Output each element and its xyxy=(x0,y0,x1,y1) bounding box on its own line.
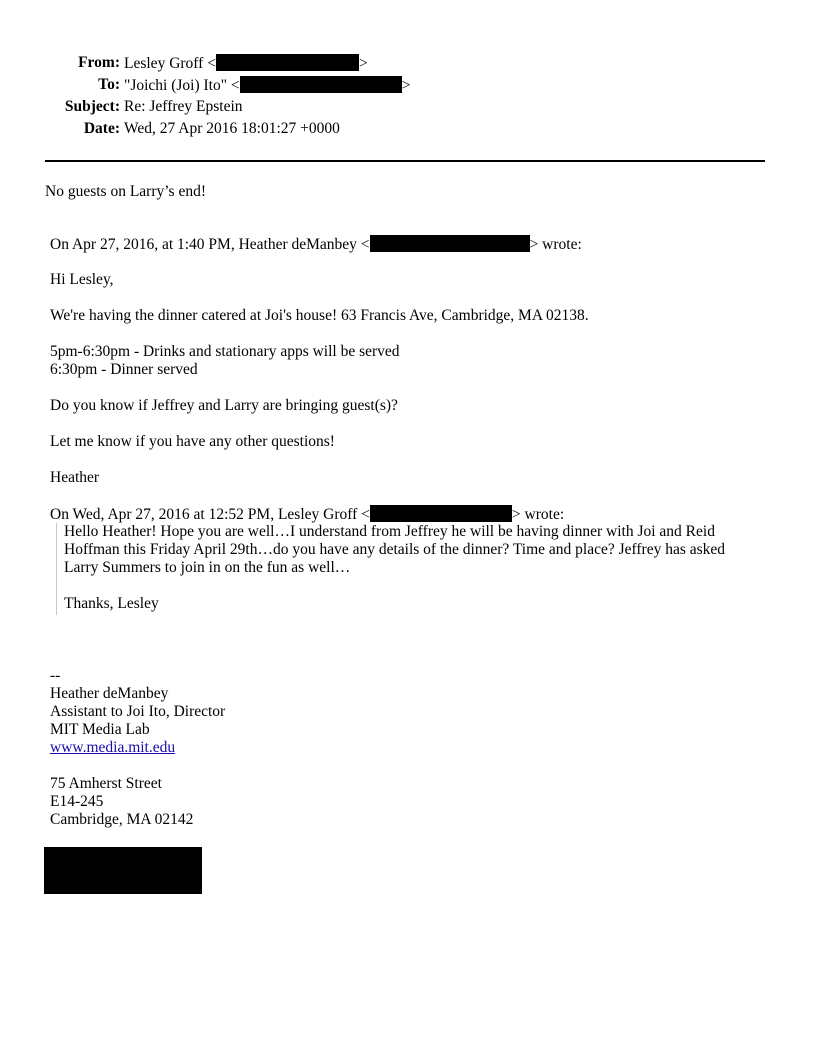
header-divider xyxy=(45,160,765,162)
signature-city: Cambridge, MA 02142 xyxy=(50,811,194,828)
redacted-email xyxy=(216,54,359,71)
date-label: Date: xyxy=(83,120,120,137)
to-value: "Joichi (Joi) Ito" < xyxy=(124,77,240,94)
quoted-thanks: Thanks, Lesley xyxy=(64,595,159,612)
body-line: 6:30pm - Dinner served xyxy=(50,361,198,378)
reply-text: No guests on Larry’s end! xyxy=(45,183,206,200)
greeting: Hi Lesley, xyxy=(50,271,114,288)
signature-title: Assistant to Joi Ito, Director xyxy=(50,703,226,720)
signature-dashes: -- xyxy=(50,667,61,684)
from-close: > xyxy=(358,55,368,72)
redacted-block xyxy=(44,847,202,894)
redacted-email xyxy=(370,235,530,252)
signature-name: Heather deManbey xyxy=(50,685,169,702)
signature-street: 75 Amherst Street xyxy=(50,775,162,792)
body-line: Let me know if you have any other questions! xyxy=(50,433,335,450)
signoff: Heather xyxy=(50,469,100,486)
signature-link[interactable]: www.media.mit.edu xyxy=(50,739,176,756)
quoted-line: Hoffman this Friday April 29th…do you have any details of the dinner? Time and place? Jeffrey has asked xyxy=(64,541,726,558)
body-line: 5pm-6:30pm - Drinks and stationary apps will be served xyxy=(50,343,400,360)
subject-label: Subject: xyxy=(64,98,120,115)
signature-org: MIT Media Lab xyxy=(50,721,150,738)
from-label: From: xyxy=(78,54,120,71)
to-close: > xyxy=(401,77,411,94)
to-label: To: xyxy=(98,76,120,93)
body-line: We're having the dinner catered at Joi's house! 63 Francis Ave, Cambridge, MA 02138. xyxy=(50,307,589,324)
signature-room: E14-245 xyxy=(50,793,104,810)
subject-value: Re: Jeffrey Epstein xyxy=(124,98,243,115)
date-value: Wed, 27 Apr 2016 18:01:27 +0000 xyxy=(124,120,340,137)
redacted-email xyxy=(370,505,512,522)
quoted-line: Hello Heather! Hope you are well…I understand from Jeffrey he will be having dinner with Joi and Reid xyxy=(64,523,715,540)
from-value: Lesley Groff < xyxy=(124,55,216,72)
quoted-line: Larry Summers to join in on the fun as well… xyxy=(64,559,351,576)
quote-intro-2: On Wed, Apr 27, 2016 at 12:52 PM, Lesley Groff < > wrote: xyxy=(50,506,565,523)
body-line: Do you know if Jeffrey and Larry are bringing guest(s)? xyxy=(50,397,398,414)
quote-intro-1: On Apr 27, 2016, at 1:40 PM, Heather deManbey < > wrote: xyxy=(50,236,582,253)
redacted-email xyxy=(240,76,402,93)
quote-bar xyxy=(56,523,57,615)
